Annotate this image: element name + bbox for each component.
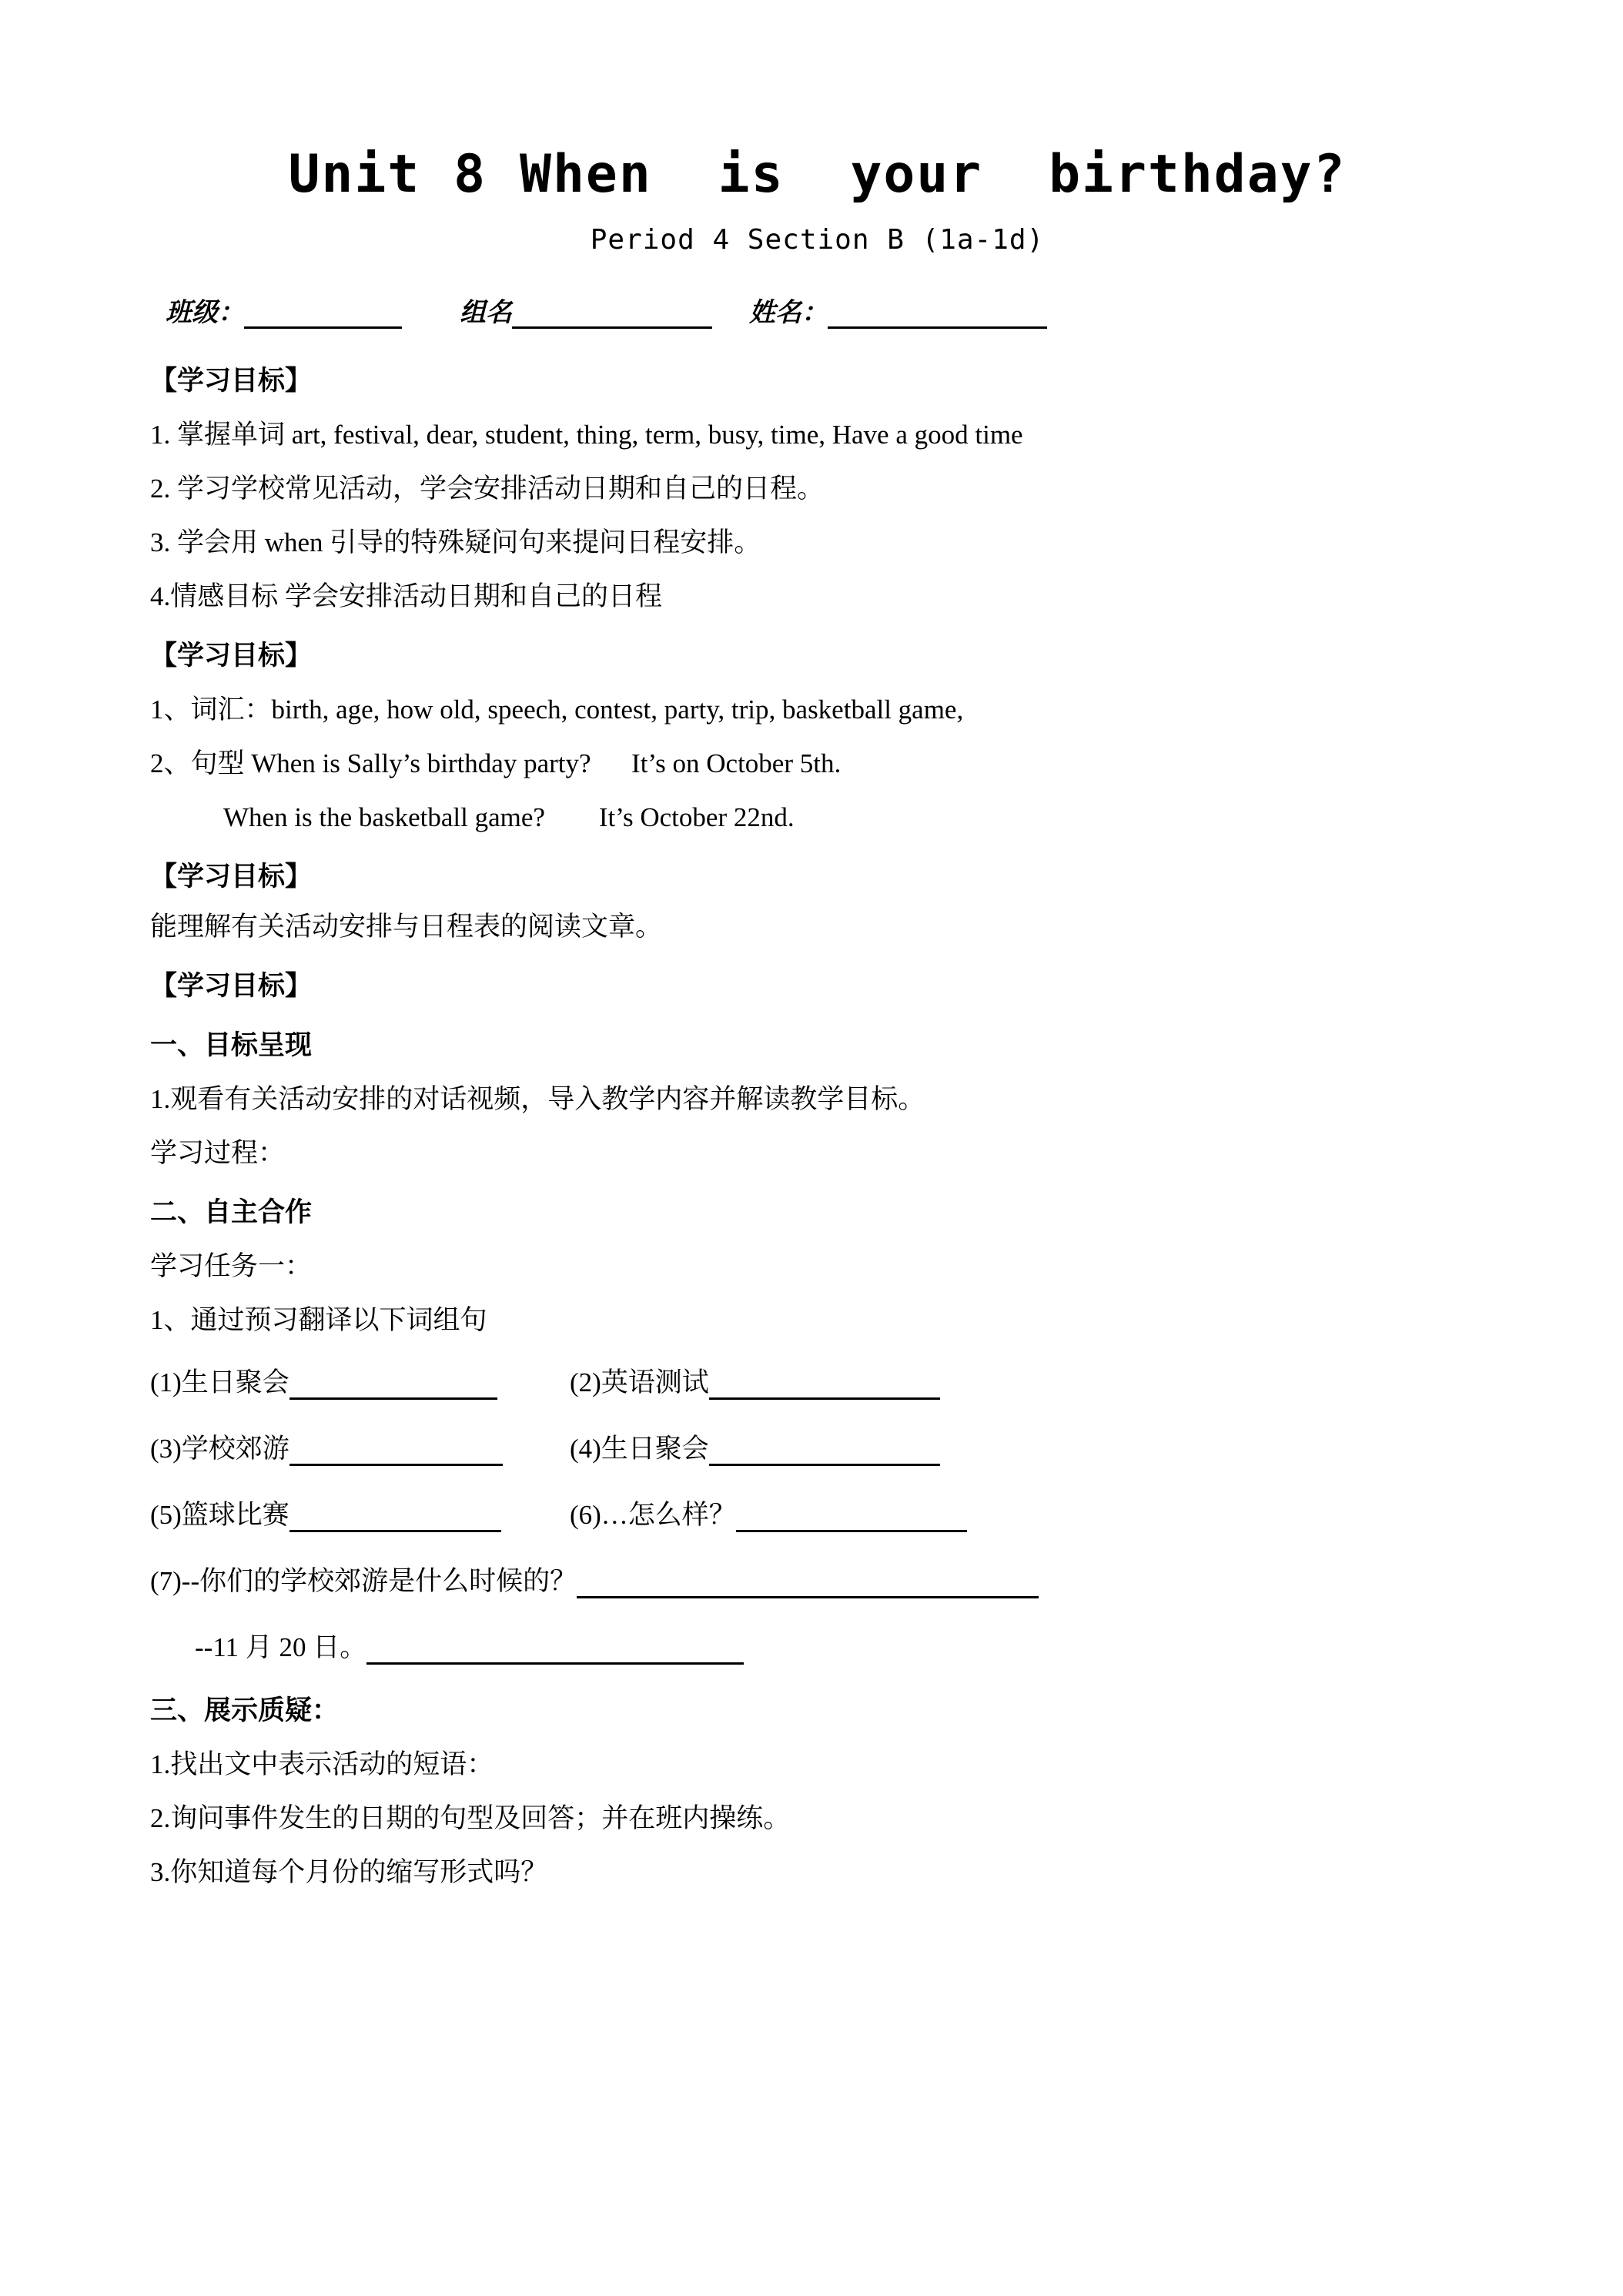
exercise-row [150,1334,1484,1400]
process-label: 学习过程： [150,1137,286,1168]
part-three-item: 1.找出文中表示活动的短语： [150,1749,494,1779]
sentence-pattern-line-1: 2、句型 When is Sally’s birthday party? It’s on October 5th. [150,748,842,778]
exercise-label: (3)学校郊游 [150,1433,289,1464]
exercise-item-2[interactable] [570,1361,940,1400]
objective-item: 3. 学会用 when 引导的特殊疑问句来提问日程安排。 [150,527,761,557]
exercise-blank[interactable] [709,1442,940,1466]
part-two-heading: 二、自主合作 [150,1197,313,1227]
name-label: 姓名： [749,298,828,327]
exercise-row [150,1598,1484,1665]
exercise-label: (2)英语测试 [570,1367,709,1397]
exercise-row [150,1532,1484,1598]
exercise-label: (5)篮球比赛 [150,1499,289,1530]
sentence-pattern-line-2: When is the basketball game? It’s October 22nd. [223,802,795,832]
class-label: 班级： [166,298,244,327]
group-field[interactable] [460,291,712,329]
exercise-label: --11 月 20 日。 [195,1632,367,1662]
exercise-item-3[interactable] [150,1427,570,1466]
group-label: 组名 [460,298,512,327]
task-one-label: 学习任务一： [150,1250,313,1281]
objective-item: 1. 掌握单词 art, festival, dear, student, thing, term, busy, time, Have a good time [150,419,1023,450]
reading-goal-heading: 【学习目标】 [150,861,313,892]
exercise-row [150,1400,1484,1466]
class-blank[interactable] [244,303,402,329]
task-one-item: 1、通过预习翻译以下词组句 [150,1304,487,1335]
class-field[interactable] [166,291,402,329]
group-blank[interactable] [512,303,712,329]
part-three-heading: 三、展示质疑： [150,1695,340,1725]
name-field[interactable] [749,291,1047,329]
exercise-label: (4)生日聚会 [570,1433,709,1464]
language-goals-heading: 【学习目标】 [150,640,313,671]
exercise-blank[interactable] [289,1508,501,1532]
exercise-item-7[interactable] [150,1560,1039,1598]
exercise-blank[interactable] [577,1575,1039,1598]
exercise-blank[interactable] [289,1442,503,1466]
objective-item: 4.情感目标 学会安排活动日期和自己的日程 [150,581,663,611]
exercise-label: (7)--你们的学校郊游是什么时候的？ [150,1565,577,1596]
objectives-heading: 【学习目标】 [150,365,313,396]
exercise-item-5[interactable] [150,1494,570,1532]
exercise-row [150,1466,1484,1532]
exercise-blank[interactable] [736,1508,967,1532]
exercise-item-4[interactable] [570,1427,940,1466]
vocabulary-line: 1、词汇：birth, age, how old, speech, contest, party, trip, basketball game, [150,694,964,725]
objective-item: 2. 学习学校常见活动，学会安排活动日期和自己的日程。 [150,473,825,504]
part-one-item: 1.观看有关活动安排的对话视频，导入教学内容并解读教学目标。 [150,1083,925,1114]
exercise-item-1[interactable] [150,1361,570,1400]
part-one-heading: 一、目标呈现 [150,1029,313,1060]
exercise-item-6[interactable] [570,1494,967,1532]
name-blank[interactable] [828,303,1047,329]
part-three-item: 3.你知道每个月份的缩写形式吗？ [150,1856,548,1887]
process-heading: 【学习目标】 [150,970,313,1001]
part-three-item: 2.询问事件发生的日期的句型及回答；并在班内操练。 [150,1802,791,1833]
student-identity-row [150,256,1484,329]
page-subtitle: Period 4 Section B (1a-1d) [590,223,1045,256]
page-title: Unit 8 When is your birthday? [288,144,1347,205]
exercise-blank[interactable] [709,1376,940,1400]
reading-goal-line: 能理解有关活动安排与日程表的阅读文章。 [150,911,663,942]
exercise-item-7-answer[interactable] [195,1626,744,1665]
exercise-label: (6)…怎么样？ [570,1499,736,1530]
exercise-blank[interactable] [289,1376,497,1400]
exercise-label: (1)生日聚会 [150,1367,289,1397]
exercise-blank[interactable] [366,1641,744,1665]
